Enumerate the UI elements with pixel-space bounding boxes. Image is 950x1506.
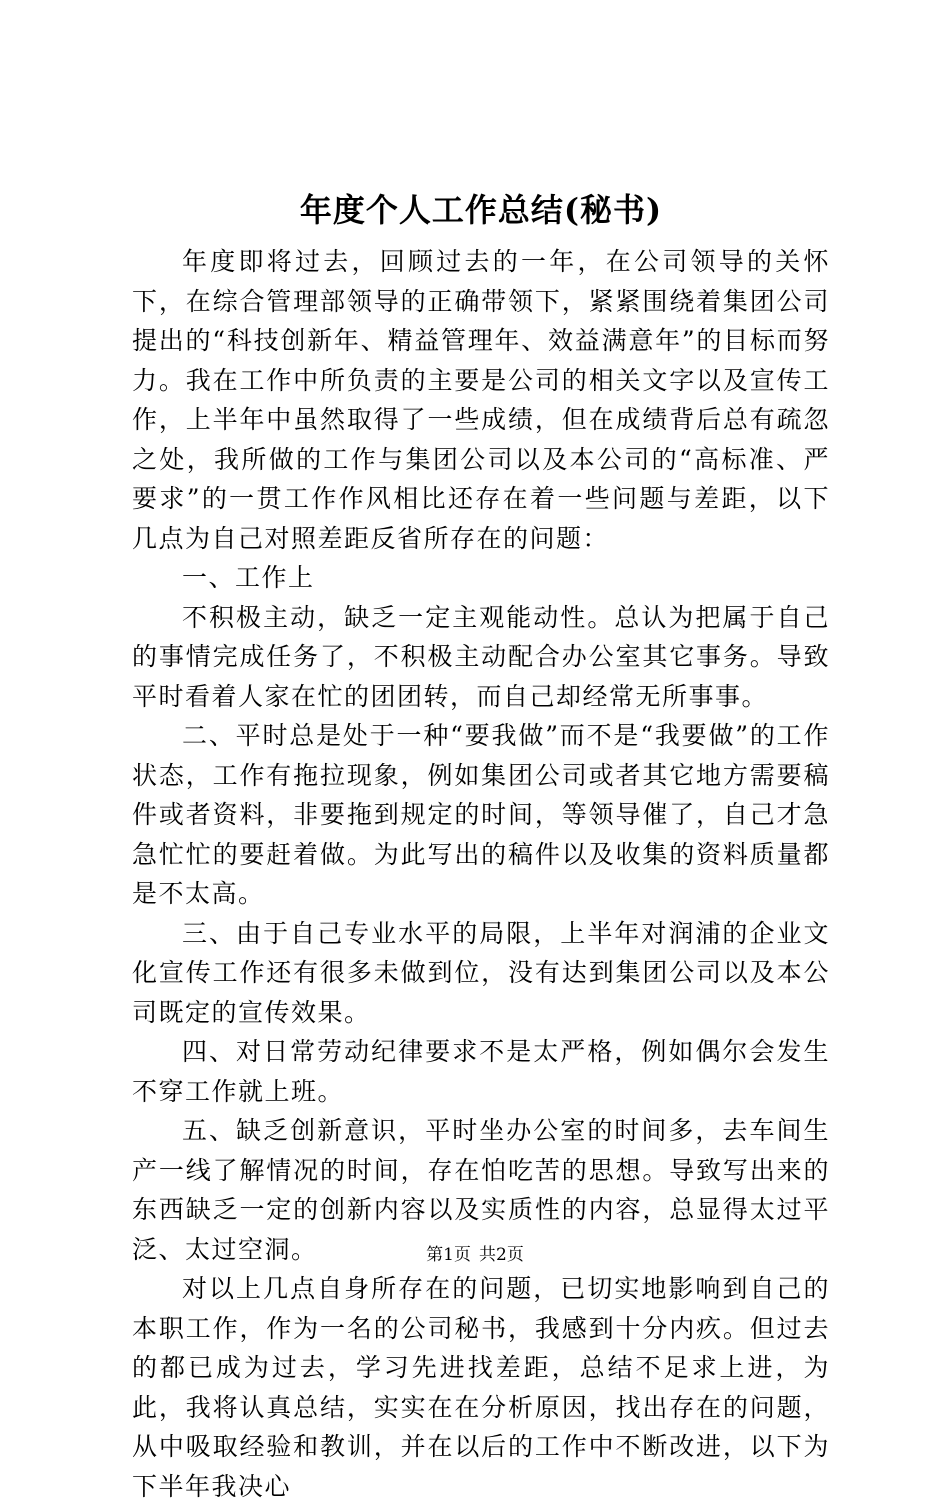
paragraph-item-3: 三、由于自己专业水平的局限，上半年对润浦的企业文化宣传工作还有很多未做到位，没有达到集团公司以及本公司既定的宣传效果。 xyxy=(132,918,830,1027)
paragraph-item-4: 四、对日常劳动纪律要求不是太严格，例如偶尔会发生不穿工作就上班。 xyxy=(132,1037,830,1106)
page-footer xyxy=(0,1240,950,1265)
document-title: 年度个人工作总结(秘书) xyxy=(299,191,663,229)
paragraph-intro: 年度即将过去，回顾过去的一年，在公司领导的关怀下，在综合管理部领导的正确带领下，紧紧围绕着集团公司提出的“科技创新年、精益管理年、效益满意年”的目标而努力。我在工作中所负责的主要是公司的相关文字以及宣传工作，上半年中虽然取得了一些成绩，但在成绩背后总有疏忽之处，我所做的工作与集团公司以及本公司的“高标准、严要求”的一贯工作作风相比还存在着一些问题与差距，以下几点为自己对照差距反省所存在的问题： xyxy=(132,247,830,553)
paragraph-item-5: 五、缺乏创新意识，平时坐办公室的时间多，去车间生产一线了解情况的时间，存在怕吃苦的思想。导致写出来的东西缺乏一定的创新内容以及实质性的内容，总显得太过平泛、太过空洞。 xyxy=(132,1116,830,1264)
page-total: 共2页 xyxy=(479,1245,524,1265)
document-body xyxy=(132,242,830,1506)
paragraph-item-2: 二、平时总是处于一种“要我做”而不是“我要做”的工作状态，工作有拖拉现象，例如集团公司或者其它地方需要稿件或者资料，非要拖到规定的时间，等领导催了，自己才急急忙忙的要赶着做。为此写出的稿件以及收集的资料质量都是不太高。 xyxy=(132,721,831,908)
paragraph-conclusion: 对以上几点自身所存在的问题，已切实地影响到自己的本职工作，作为一名的公司秘书，我感到十分内疚。但过去的都已成为过去，学习先进找差距，总结不足求上进，为此，我将认真总结，实实在在分析原因，找出存在的问题，从中吸取经验和教训，并在以后的工作中不断改进，以下为下半年我决心 xyxy=(132,1274,830,1501)
page-number: 第1页 xyxy=(426,1245,471,1265)
paragraph-heading-work: 一、工作上 xyxy=(182,563,315,592)
paragraph-item-1: 不积极主动，缺乏一定主观能动性。总认为把属于自己的事情完成任务了，不积极主动配合办公室其它事务。导致平时看着人家在忙的团团转，而自己却经常无所事事。 xyxy=(132,602,830,711)
